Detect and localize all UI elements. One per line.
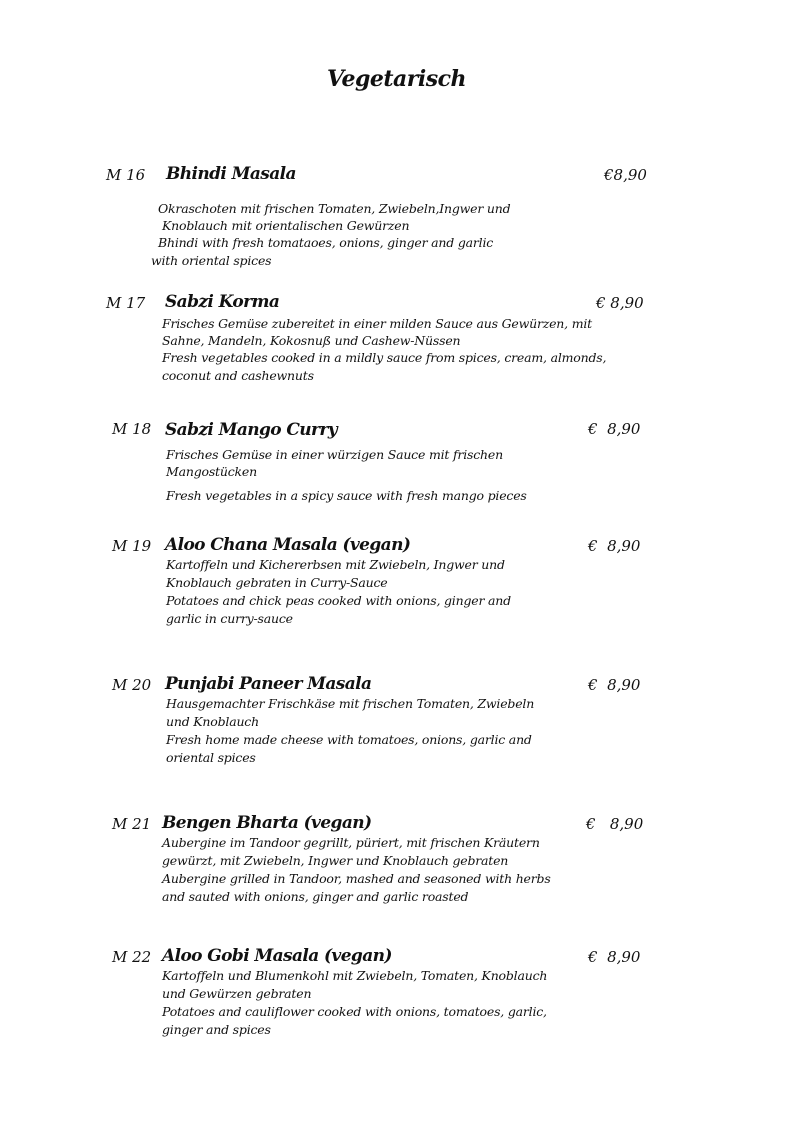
description-line: and sauted with onions, ginger and garlic roasted [162,889,469,904]
description-line: Hausgemachter Frischkäse mit frischen Tomaten, Zwiebeln [166,696,535,711]
description-line: Potatoes and chick peas cooked with onions, ginger and [166,593,511,608]
item-code: M 20 [112,676,152,694]
description-line: Bhindi with fresh tomataoes, onions, ginger and garlic [158,235,494,250]
description-line: Aubergine grilled in Tandoor, mashed and seasoned with herbs [162,871,551,886]
description-line: Fresh vegetables cooked in a mildly sauce from spices, cream, almonds, [162,350,607,365]
description-line: Fresh vegetables in a spicy sauce with fresh mango pieces [166,488,527,503]
item-name: Aloo Gobi Masala (vegan) [162,946,392,966]
item-price: € 8,90 [596,294,644,312]
description-line: coconut and cashewnuts [162,368,314,383]
description-line: Knoblauch gebraten in Curry-Sauce [166,575,388,590]
description-line: with oriental spices [151,253,272,268]
description-line: Mangostücken [166,464,257,479]
description-line: Kartoffeln und Blumenkohl mit Zwiebeln, Tomaten, Knoblauch [162,968,548,983]
description-line: Frisches Gemüse in einer würzigen Sauce mit frischen [166,447,503,462]
description-line: und Gewürzen gebraten [162,986,312,1001]
description-line: oriental spices [166,750,256,765]
description-line: ginger and spices [162,1022,271,1037]
description-line: Okraschoten mit frischen Tomaten, Zwiebeln,Ingwer und [158,201,511,216]
item-code: M 16 [106,166,146,184]
item-price: € 8,90 [588,676,641,694]
item-price: € 8,90 [588,537,641,555]
item-name: Punjabi Paneer Masala [165,674,372,694]
description-line: garlic in curry-sauce [166,611,293,626]
description-line: Aubergine im Tandoor gegrillt, püriert, mit frischen Kräutern [162,835,540,850]
item-price: €8,90 [604,166,647,184]
item-code: M 17 [106,294,146,312]
item-price: € 8,90 [586,815,644,833]
description-line: gewürzt, mit Zwiebeln, Ingwer und Knoblauch gebraten [162,853,509,868]
item-name: Sabzi Mango Curry [165,420,338,440]
item-name: Bhindi Masala [166,164,296,184]
item-code: M 22 [112,948,152,966]
item-name: Bengen Bharta (vegan) [162,813,372,833]
description-line: Knoblauch mit orientalischen Gewürzen [162,218,410,233]
description-line: Kartoffeln und Kichererbsen mit Zwiebeln, Ingwer und [166,557,505,572]
description-line: Potatoes and cauliflower cooked with onions, tomatoes, garlic, [162,1004,547,1019]
item-code: M 18 [112,420,152,438]
description-line: und Knoblauch [166,714,259,729]
item-name: Sabzi Korma [165,292,280,312]
description-line: Frisches Gemüse zubereitet in einer milden Sauce aus Gewürzen, mit [162,316,592,331]
item-price: € 8,90 [588,948,641,966]
description-line: Fresh home made cheese with tomatoes, onions, garlic and [166,732,532,747]
item-code: M 19 [112,537,152,555]
page-title: Vegetarisch [326,66,467,92]
item-price: € 8,90 [588,420,641,438]
item-name: Aloo Chana Masala (vegan) [165,535,411,555]
item-code: M 21 [112,815,152,833]
description-line: Sahne, Mandeln, Kokosnuß und Cashew-Nüssen [162,333,461,348]
